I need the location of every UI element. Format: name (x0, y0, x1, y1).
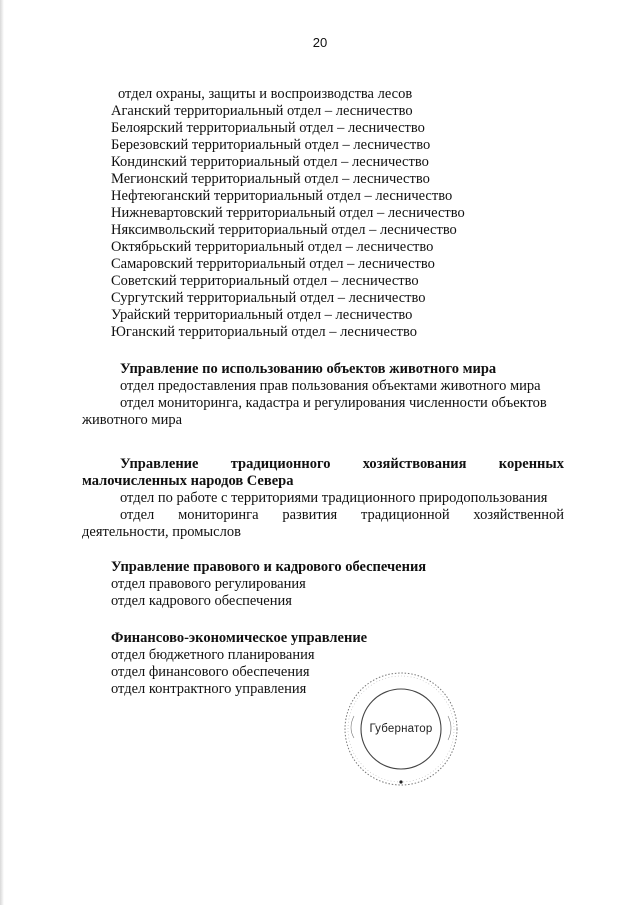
heading-word: традиционного (230, 456, 331, 472)
list-item: отдел правового регулирования (111, 576, 306, 592)
list-item: Октябрьский территориальный отдел – лесничество (111, 239, 434, 255)
section-heading (120, 456, 564, 473)
list-item: отдел финансового обеспечения (111, 664, 310, 680)
list-item: Аганский территориальный отдел – лесничество (111, 103, 413, 119)
list-item (120, 507, 564, 524)
list-item: Урайский территориальный отдел – лесничество (111, 307, 413, 323)
list-item-continuation: деятельности, промыслов (82, 524, 241, 540)
heading-word: коренных (498, 456, 564, 472)
section-heading-continuation: малочисленных народов Севера (82, 473, 294, 489)
section-heading: Управление правового и кадрового обеспечения (111, 559, 427, 575)
section-heading: Финансово-экономическое управление (111, 630, 368, 646)
stamp-text: Губернатор (369, 723, 433, 735)
list-item: отдел по работе с территориями традиционного природопользования (120, 490, 548, 506)
list-word: мониторинга (178, 507, 259, 523)
list-item: отдел кадрового обеспечения (111, 593, 292, 609)
list-word: традиционной (360, 507, 450, 523)
list-item: Белоярский территориальный отдел – лесничество (111, 120, 425, 136)
list-item: отдел предоставления прав пользования объектами животного мира (120, 378, 541, 394)
list-item: Нижневартовский территориальный отдел – лесничество (111, 205, 465, 221)
list-item: Кондинский территориальный отдел – лесничество (111, 154, 429, 170)
list-item: Няксимвольский территориальный отдел – лесничество (111, 222, 457, 238)
list-word: отдел (120, 507, 155, 523)
list-item: отдел контрактного управления (111, 681, 307, 697)
list-item: Березовский территориальный отдел – лесничество (111, 137, 431, 153)
governor-stamp (340, 668, 462, 790)
list-item: отдел мониторинга, кадастра и регулирования численности объектов (120, 395, 547, 411)
list-item-continuation: животного мира (82, 412, 183, 428)
list-item: отдел бюджетного планирования (111, 647, 315, 663)
heading-word: Управление (120, 456, 199, 472)
page-number: 20 (312, 35, 328, 50)
list-item: отдел охраны, защиты и воспроизводства лесов (118, 86, 413, 102)
list-item: Сургутский территориальный отдел – лесничество (111, 290, 426, 306)
list-word: хозяйственной (473, 507, 564, 523)
list-word: развития (282, 507, 338, 523)
section-heading: Управление по использованию объектов животного мира (120, 361, 497, 377)
list-item: Мегионский территориальный отдел – лесничество (111, 171, 430, 187)
list-item: Самаровский территориальный отдел – лесничество (111, 256, 435, 272)
list-item: Советский территориальный отдел – лесничество (111, 273, 419, 289)
list-item: Нефтеюганский территориальный отдел – лесничество (111, 188, 453, 204)
list-item: Юганский территориальный отдел – лесничество (111, 324, 418, 340)
page-edge-shadow (0, 0, 4, 905)
heading-word: хозяйствования (362, 456, 467, 472)
